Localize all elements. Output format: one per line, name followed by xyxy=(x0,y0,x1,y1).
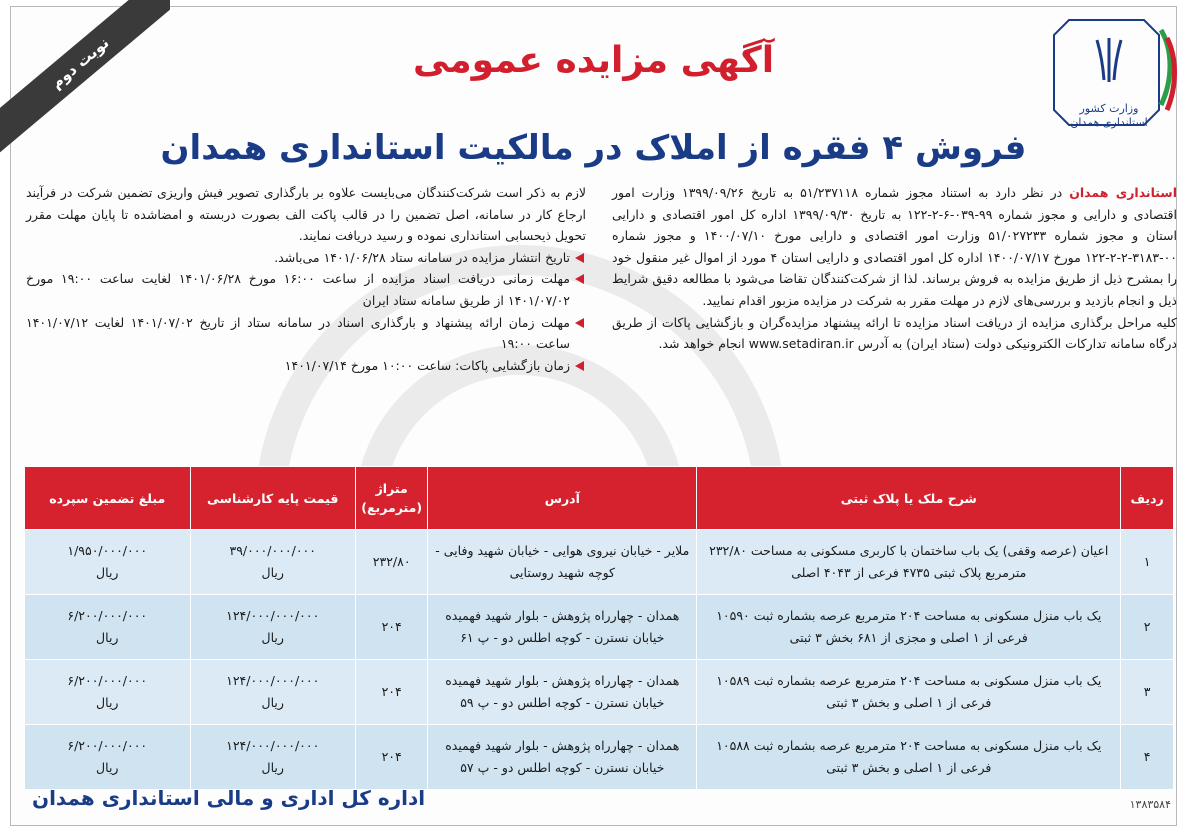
property-table xyxy=(24,466,1174,790)
cell-row-number: ۲ xyxy=(1121,595,1174,660)
list-item-text: زمان بازگشایی پاکات: ساعت ۱۰:۰۰ مورخ ۱۴۰۱/۰۷/۱۴ xyxy=(284,357,570,373)
base-price-value: ۱۲۴/۰۰۰/۰۰۰/۰۰۰ xyxy=(226,738,320,753)
body-paragraph-1: در نظر دارد به استناد مجوز شماره ۵۱/۲۳۷۱۱۸ به تاریخ ۱۳۹۹/۰۹/۲۶ وزارت امور اقتصادی و دارایی و مجوز شماره ۹۹-۰۳۹-۶-۲-۱۲۲ به تاریخ ۱۳۹۹/۰۹/۳۰ اداره کل امور اقتصادی و دارایی استان و مجوز شماره ۵۱/۰۲۷۲۳۳ وزارت امور اقتصادی و دارایی مورخ ۱۴۰۰/۰۷/۱۰ و مجوز شماره ۰۰-۳۱۸۳-۲-۲-۱۲۲ مورخ ۱۴۰۰/۰۷/۱۷ اداره کل امور اقتصادی و دارایی استان ۴ مورد از اموال غیر منقول خود را بمشرح ذیل از طریق مزایده به فروش برساند. لذا از شرکت‌کنندگان تقاضا می‌شود با مطالعه دقیق شرایط ذیل و انجام بازدید و بررسی‌های لازم در مهلت مقرر به شرکت در مزایده مزبور اقدام نمایید. xyxy=(612,185,1178,308)
base-price-value: ۱۲۴/۰۰۰/۰۰۰/۰۰۰ xyxy=(226,608,320,623)
cell-deposit xyxy=(25,660,191,725)
bullet-arrow-icon xyxy=(575,361,584,371)
bullet-arrow-icon xyxy=(575,253,584,263)
header-base-price: قیمت پایه کارشناسی xyxy=(190,467,355,530)
body-left-column xyxy=(26,182,586,376)
list-item xyxy=(26,247,586,269)
cell-row-number: ۳ xyxy=(1121,660,1174,725)
body-right-column xyxy=(612,182,1177,355)
issuer-footer: اداره کل اداری و مالی استانداری همدان xyxy=(32,786,426,810)
body-lead: استانداری همدان xyxy=(1069,185,1177,200)
base-price-unit: ریال xyxy=(261,565,284,580)
cell-description: یک باب منزل مسکونی به مساحت ۲۰۴ مترمربع عرصه بشماره ثبت ۱۰۵۹۰ فرعی از ۱ اصلی و مجزی از ۶۸۱ بخش ۳ ثبتی xyxy=(697,595,1121,660)
base-price-unit: ریال xyxy=(261,760,284,775)
cell-deposit xyxy=(25,595,191,660)
header-area: متراژ (مترمربع) xyxy=(355,467,427,530)
ribbon-label: نوبت دوم xyxy=(0,0,170,153)
cell-deposit xyxy=(25,725,191,790)
list-item-text: مهلت زمان ارائه پیشنهاد و بارگذاری اسناد در سامانه ستاد از تاریخ ۱۴۰۱/۰۷/۰۲ لغایت ۱۴۰۱/۰۷/۱۲ ساعت ۱۹:۰۰ xyxy=(26,314,570,352)
base-price-unit: ریال xyxy=(261,630,284,645)
cell-base-price xyxy=(190,595,355,660)
header-deposit: مبلغ تضمین سپرده xyxy=(25,467,191,530)
deposit-value: ۶/۲۰۰/۰۰۰/۰۰۰ xyxy=(67,673,148,688)
bullet-arrow-icon xyxy=(575,318,584,328)
cell-base-price xyxy=(190,725,355,790)
base-price-unit: ریال xyxy=(261,695,284,710)
header-address: آدرس xyxy=(428,467,697,530)
deposit-unit: ریال xyxy=(96,630,119,645)
list-item-text: تاریخ انتشار مزایده در سامانه ستاد ۱۴۰۱/۰۶/۲۸ می‌باشد. xyxy=(274,249,570,265)
table-row xyxy=(25,530,1174,595)
table-row xyxy=(25,660,1174,725)
deposit-unit: ریال xyxy=(96,760,119,775)
cell-deposit xyxy=(25,530,191,595)
cell-description: یک باب منزل مسکونی به مساحت ۲۰۴ مترمربع عرصه بشماره ثبت ۱۰۵۸۹ فرعی از ۱ اصلی و بخش ۳ ثبتی xyxy=(697,660,1121,725)
header-row-number: ردیف xyxy=(1121,467,1174,530)
headline: آگهی مزایده عمومی xyxy=(412,40,775,81)
table-row xyxy=(25,595,1174,660)
ministry-logo xyxy=(1049,10,1179,150)
ad-code: ۱۳۸۳۵۸۴ xyxy=(1129,798,1171,811)
cell-area: ۲۰۴ xyxy=(355,725,427,790)
bullet-arrow-icon xyxy=(575,274,584,284)
deposit-unit: ریال xyxy=(96,565,119,580)
cell-area: ۲۰۴ xyxy=(355,595,427,660)
cell-address: همدان - چهارراه پژوهش - بلوار شهید فهمیده خیابان نسترن - کوچه اطلس دو - پ ۵۹ xyxy=(428,660,697,725)
base-price-value: ۳۹/۰۰۰/۰۰۰/۰۰۰ xyxy=(229,543,316,558)
body-paragraph-2: کلیه مراحل برگذاری مزایده از دریافت اسناد مزایده تا ارائه پیشنهاد مزایده‌گران و بازگشایی پاکات از طریق درگاه سامانه تدارکات الکترونیکی دولت (ستاد ایران) به آدرس www.setadiran.ir انجام خواهد شد. xyxy=(612,314,1177,352)
cell-area: ۲۳۲/۸۰ xyxy=(355,530,427,595)
cell-row-number: ۱ xyxy=(1121,530,1174,595)
header-description: شرح ملک یا پلاک ثبتی xyxy=(697,467,1121,530)
deposit-value: ۱/۹۵۰/۰۰۰/۰۰۰ xyxy=(67,543,148,558)
deposit-value: ۶/۲۰۰/۰۰۰/۰۰۰ xyxy=(67,738,148,753)
cell-area: ۲۰۴ xyxy=(355,660,427,725)
base-price-value: ۱۲۴/۰۰۰/۰۰۰/۰۰۰ xyxy=(226,673,320,688)
cell-address: همدان - چهارراه پژوهش - بلوار شهید فهمیده خیابان نسترن - کوچه اطلس دو - پ ۵۷ xyxy=(428,725,697,790)
cell-address: ملایر - خیابان نیروی هوایی - خیابان شهید وفایی - کوچه شهید روستایی xyxy=(428,530,697,595)
guarantee-note: لازم به ذکر است شرکت‌کنندگان می‌بایست علاوه بر بارگذاری تصویر فیش واریزی تضمین شرکت در فرآیند ارجاع کار در سامانه، اصل تضمین را در قالب پاکت الف بصورت دربسته و امضاشده تا پایان مهلت مقرر تحویل ذیحسابی استانداری نموده و رسید دریافت نمایند. xyxy=(26,185,586,244)
deposit-value: ۶/۲۰۰/۰۰۰/۰۰۰ xyxy=(67,608,148,623)
cell-row-number: ۴ xyxy=(1121,725,1174,790)
logo-caption: وزارت کشور استانداری همدان xyxy=(1070,102,1148,129)
list-item xyxy=(26,312,586,355)
cell-base-price xyxy=(190,530,355,595)
schedule-list xyxy=(26,247,586,377)
cell-description: اعیان (عرصه وقفی) یک باب ساختمان با کاربری مسکونی به مساحت ۲۳۲/۸۰ مترمربع پلاک ثبتی ۴۷۳۵ فرعی از ۴۰۴۳ اصلی xyxy=(697,530,1121,595)
cell-base-price xyxy=(190,660,355,725)
list-item xyxy=(26,268,586,311)
cell-address: همدان - چهارراه پژوهش - بلوار شهید فهمیده خیابان نسترن - کوچه اطلس دو - پ ۶۱ xyxy=(428,595,697,660)
list-item-text: مهلت زمانی دریافت اسناد مزایده از ساعت ۱۶:۰۰ مورخ ۱۴۰۱/۰۶/۲۸ لغایت ساعت ۱۹:۰۰ مورخ ۱۴۰۱/۰۷/۰۲ از طریق سامانه ستاد ایران xyxy=(26,271,570,308)
table-header-row xyxy=(25,467,1174,530)
cell-description: یک باب منزل مسکونی به مساحت ۲۰۴ مترمربع عرصه بشماره ثبت ۱۰۵۸۸ فرعی از ۱ اصلی و بخش ۳ ثبتی xyxy=(697,725,1121,790)
table-row xyxy=(25,725,1174,790)
subheadline: فروش ۴ فقره از املاک در مالکیت استانداری همدان xyxy=(160,128,1027,168)
list-item xyxy=(26,355,586,377)
deposit-unit: ریال xyxy=(96,695,119,710)
